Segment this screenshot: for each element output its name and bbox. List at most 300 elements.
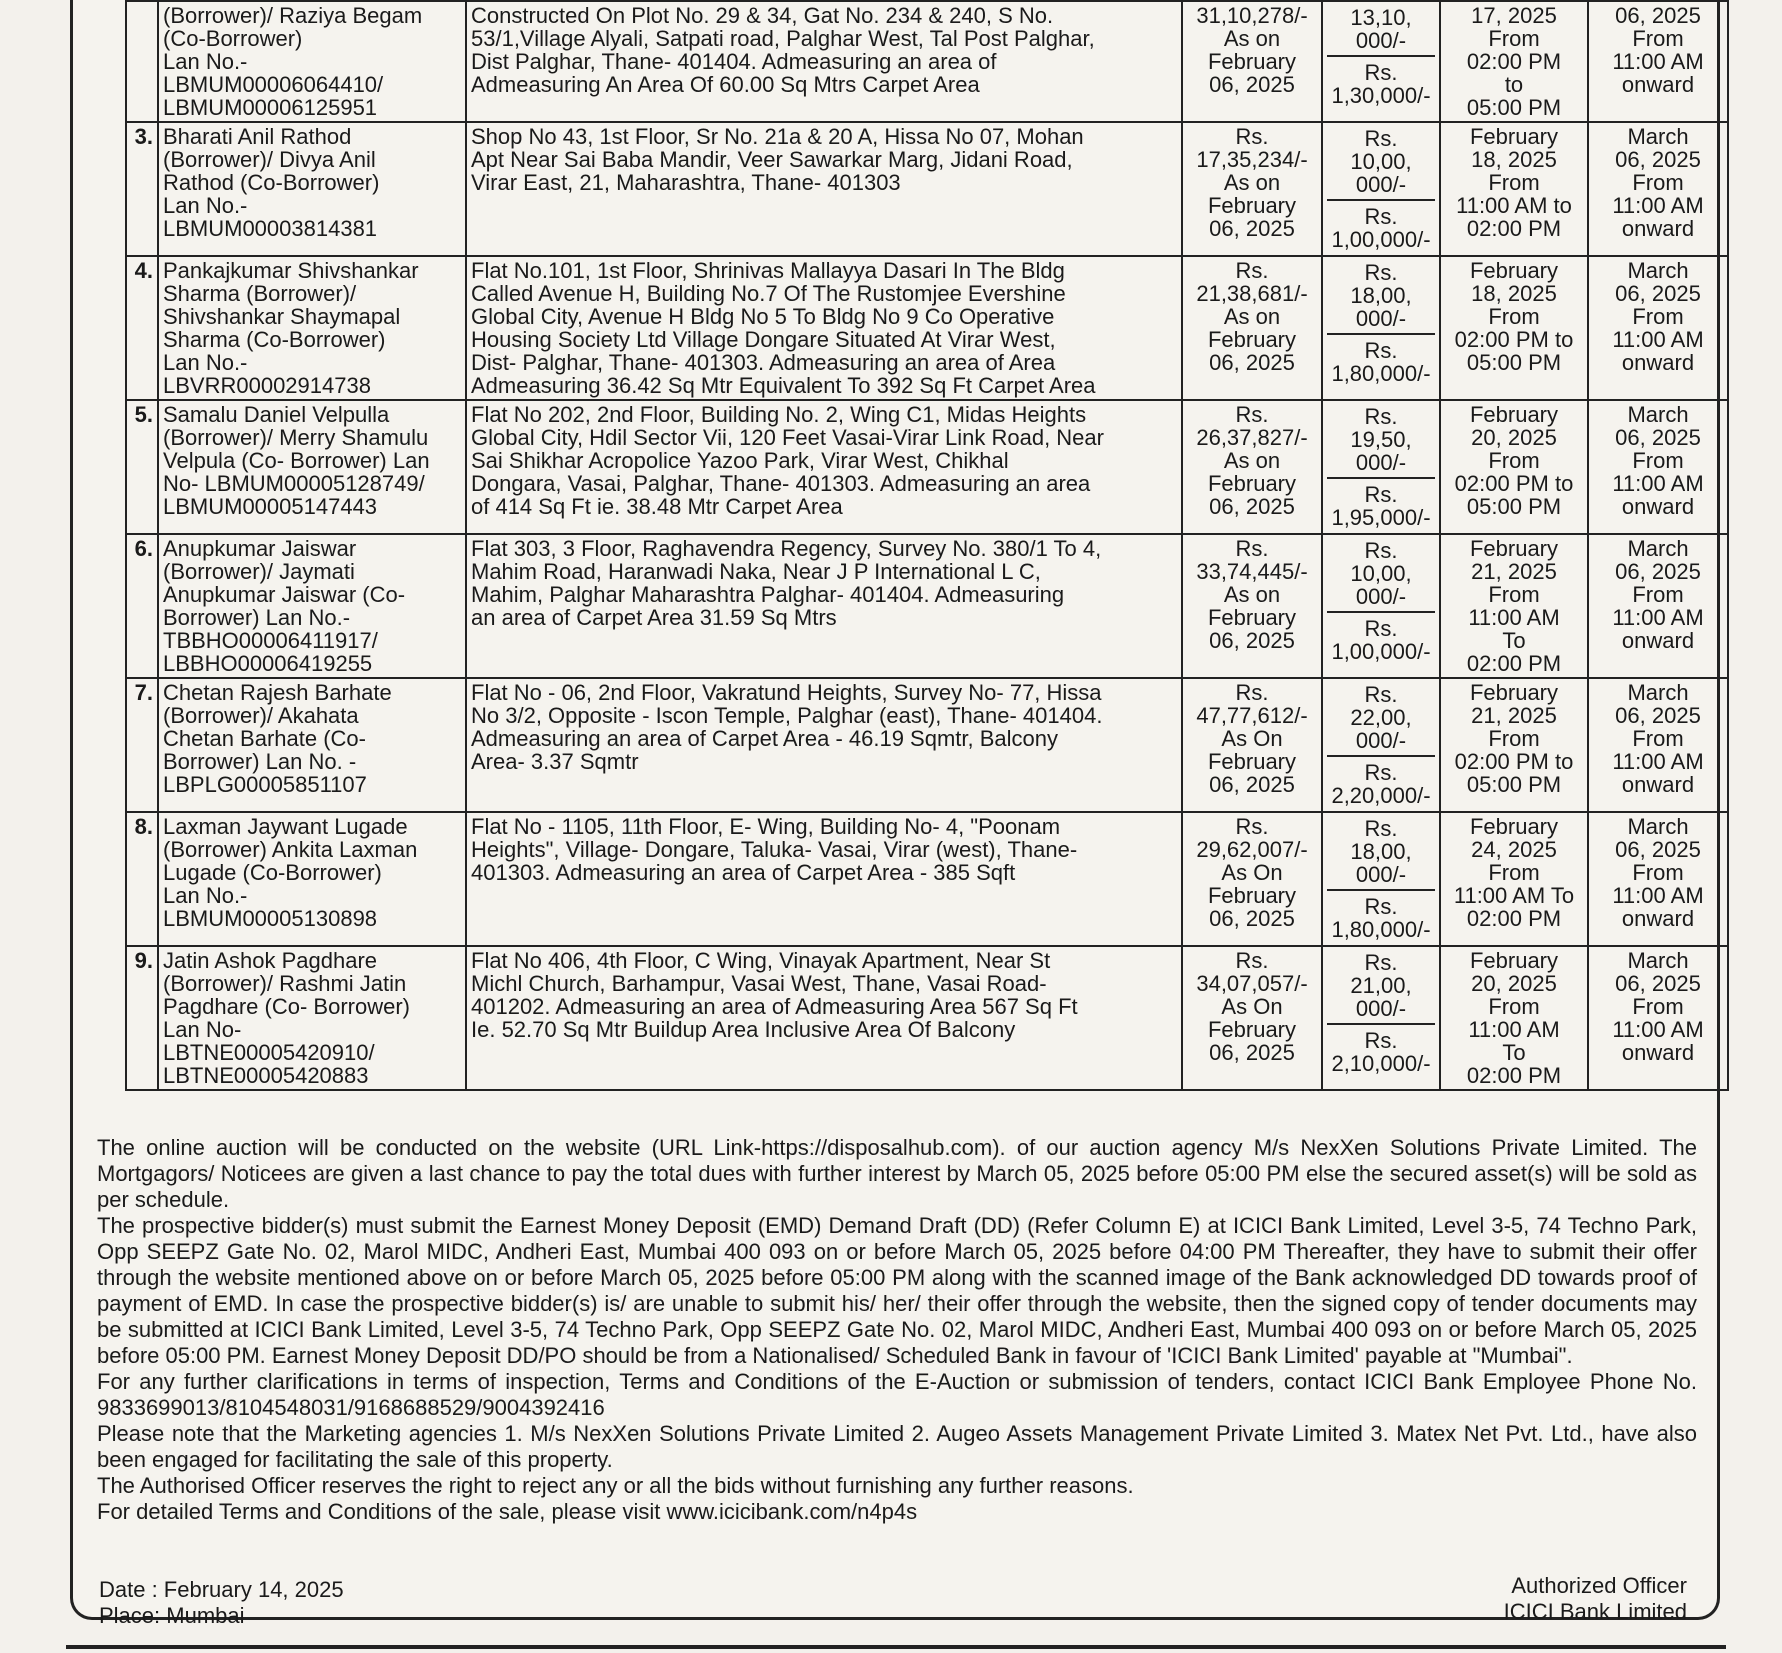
- cell-auction: [1588, 1, 1728, 122]
- cell-line: Lan No.-: [163, 193, 248, 218]
- cell-line: onward: [1621, 216, 1695, 241]
- cell-sr: 7.: [126, 678, 158, 812]
- reserve-price: [1327, 4, 1435, 57]
- cell-line: 06, 2025: [1615, 281, 1701, 306]
- cell-line: Rs.: [1235, 124, 1269, 149]
- cell-line: March: [1627, 402, 1689, 427]
- cell-line: Dongara, Vasai, Palghar, Thane- 401303. Admeasuring an area: [471, 471, 1091, 496]
- cell-line: 02:00 PM: [1466, 49, 1562, 74]
- cell-line: 11:00 AM: [1612, 883, 1704, 908]
- cell-inspection: [1440, 256, 1588, 400]
- cell-line: onward: [1621, 494, 1695, 519]
- cell-line: Bharati Anil Rathod: [163, 124, 352, 149]
- cell-sr: 8.: [126, 812, 158, 946]
- cell-property: [466, 400, 1182, 534]
- cell-line: (Co-Borrower): [163, 26, 303, 51]
- cell-property: [466, 256, 1182, 400]
- cell-reserve-emd: [1322, 946, 1440, 1090]
- cell-line: onward: [1621, 72, 1695, 97]
- cell-line: 24, 2025: [1471, 837, 1557, 862]
- cell-line: As on: [1223, 170, 1281, 195]
- cell-reserve-emd: [1322, 678, 1440, 812]
- emd-amount: [1327, 613, 1435, 665]
- cell-line: 31,10,278/-: [1196, 3, 1308, 28]
- cell-line: an area of Carpet Area 31.59 Sq Mtrs: [471, 605, 837, 630]
- cell-line: 05:00 PM: [1466, 772, 1562, 797]
- reserve-line: 18,00,: [1350, 839, 1412, 864]
- cell-line: 06, 2025: [1209, 628, 1295, 653]
- cell-property: [466, 534, 1182, 678]
- reserve-line: 000/-: [1355, 862, 1407, 887]
- cell-line: Rs.: [1235, 948, 1269, 973]
- footer-right: [1504, 1573, 1687, 1625]
- cell-sr: 9.: [126, 946, 158, 1090]
- cell-line: 21,38,681/-: [1196, 281, 1308, 306]
- cell-line: From: [1632, 582, 1684, 607]
- cell-line: LBBHO00006419255: [163, 651, 373, 676]
- cell-sr: 3.: [126, 122, 158, 256]
- cell-line: 02:00 PM to: [1454, 327, 1574, 352]
- auction-notice-sheet: [70, 0, 1720, 1628]
- cell-line: March: [1627, 680, 1689, 705]
- cell-line: onward: [1621, 628, 1695, 653]
- cell-borrower: [158, 122, 466, 256]
- emd-line: Rs.: [1364, 1028, 1398, 1053]
- cell-reserve-emd: [1322, 812, 1440, 946]
- cell-line: Sharma (Borrower)/: [163, 281, 357, 306]
- reserve-line: Rs.: [1364, 260, 1398, 285]
- cell-line: February: [1469, 948, 1559, 973]
- notice-place: Place: Mumbai: [99, 1603, 245, 1628]
- cell-line: LBMUM00006064410/: [163, 72, 384, 97]
- cell-line: LBVRR00002914738: [163, 373, 371, 398]
- cell-line: Apt Near Sai Baba Mandir, Veer Sawarkar Marg, Jidani Road,: [471, 147, 1073, 172]
- cell-line: 11:00 AM: [1612, 1017, 1704, 1042]
- cell-line: Called Avenue H, Building No.7 Of The Rustomjee Evershine: [471, 281, 1066, 306]
- cell-line: As On: [1221, 994, 1283, 1019]
- cell-inspection: [1440, 122, 1588, 256]
- cell-line: LBPLG00005851107: [163, 772, 367, 797]
- cell-line: Mahim Road, Haranwadi Naka, Near J P International L C,: [471, 559, 1041, 584]
- cell-line: 20, 2025: [1471, 425, 1557, 450]
- cell-line: Shivshankar Shaymapal: [163, 304, 401, 329]
- cell-line: Rs.: [1235, 402, 1269, 427]
- auction-table: [125, 0, 1729, 1091]
- cell-auction: [1588, 946, 1728, 1090]
- cell-line: 11:00 AM: [1612, 49, 1704, 74]
- cell-borrower: [158, 400, 466, 534]
- cell-line: Anupkumar Jaiswar: [163, 536, 357, 561]
- cell-line: Pagdhare (Co- Borrower): [163, 994, 410, 1019]
- cell-property: [466, 122, 1182, 256]
- cell-line: 18, 2025: [1471, 147, 1557, 172]
- reserve-price: [1327, 815, 1435, 891]
- emd-amount: [1327, 57, 1435, 109]
- cell-line: Lugade (Co-Borrower): [163, 860, 382, 885]
- cell-line: March: [1627, 948, 1689, 973]
- cell-line: 06, 2025: [1209, 1040, 1295, 1065]
- cell-line: Anupkumar Jaiswar (Co-: [163, 582, 406, 607]
- note-clarifications: For any further clarifications in terms of inspection, Terms and Conditions of the E-Auction or submission of tenders, contact ICICI Bank Employee Phone No. 9833699013/8104548031/9168688529/9004392416: [97, 1369, 1697, 1420]
- reserve-price: [1327, 681, 1435, 757]
- cell-line: Admeasuring 36.42 Sq Mtr Equivalent To 392 Sq Ft Carpet Area: [471, 373, 1096, 398]
- cell-line: 21, 2025: [1471, 559, 1557, 584]
- cell-borrower: [158, 678, 466, 812]
- cell-line: 11:00 AM: [1468, 1017, 1560, 1042]
- cell-line: (Borrower)/ Merry Shamulu: [163, 425, 429, 450]
- emd-amount: [1327, 757, 1435, 809]
- cell-line: As on: [1223, 448, 1281, 473]
- reserve-line: Rs.: [1364, 538, 1398, 563]
- table-row: [126, 678, 1728, 812]
- cell-borrower: [158, 256, 466, 400]
- cell-line: Flat No - 1105, 11th Floor, E- Wing, Building No- 4, "Poonam: [471, 814, 1061, 839]
- cell-line: As on: [1223, 582, 1281, 607]
- cell-line: 06, 2025: [1209, 906, 1295, 931]
- cell-line: Rathod (Co-Borrower): [163, 170, 380, 195]
- cell-line: 06, 2025: [1615, 837, 1701, 862]
- cell-line: 11:00 AM: [1612, 471, 1704, 496]
- cell-line: Velpula (Co- Borrower) Lan: [163, 448, 430, 473]
- cell-line: Borrower) Lan No. -: [163, 749, 357, 774]
- cell-line: LBMUM00003814381: [163, 216, 378, 241]
- cell-reserve-emd: [1322, 1, 1440, 122]
- cell-line: February: [1207, 49, 1297, 74]
- cell-line: onward: [1621, 350, 1695, 375]
- cell-borrower: [158, 946, 466, 1090]
- reserve-price: [1327, 949, 1435, 1025]
- cell-line: From: [1632, 448, 1684, 473]
- reserve-line: 000/-: [1355, 450, 1407, 475]
- cell-inspection: [1440, 812, 1588, 946]
- cell-line: Admeasuring an area of Carpet Area - 46.19 Sqmtr, Balcony: [471, 726, 1058, 751]
- note-reject-bids: The Authorised Officer reserves the right to reject any or all the bids without furnishing any further reasons.: [97, 1473, 1134, 1498]
- cell-line: 06, 2025: [1209, 350, 1295, 375]
- cell-line: From: [1632, 26, 1684, 51]
- emd-line: 1,00,000/-: [1331, 639, 1431, 664]
- emd-line: 2,10,000/-: [1331, 1051, 1431, 1076]
- reserve-line: Rs.: [1364, 404, 1398, 429]
- emd-line: Rs.: [1364, 482, 1398, 507]
- cell-line: 02:00 PM: [1466, 1063, 1562, 1088]
- reserve-line: 000/-: [1355, 996, 1407, 1021]
- cell-line: From: [1488, 26, 1540, 51]
- cell-line: 401202. Admeasuring an area of Admeasuring Area 567 Sq Ft: [471, 994, 1078, 1019]
- reserve-price: [1327, 125, 1435, 201]
- cell-property: [466, 812, 1182, 946]
- cell-line: 11:00 AM: [1612, 605, 1704, 630]
- cell-line: to: [1504, 72, 1524, 97]
- cell-line: 05:00 PM: [1466, 350, 1562, 375]
- cell-inspection: [1440, 678, 1588, 812]
- cell-line: 11:00 AM: [1612, 749, 1704, 774]
- reserve-line: Rs.: [1364, 682, 1398, 707]
- cell-line: (Borrower)/ Akahata: [163, 703, 359, 728]
- cell-line: From: [1488, 582, 1540, 607]
- cell-auction: [1588, 534, 1728, 678]
- cell-line: 47,77,612/-: [1196, 703, 1308, 728]
- authorized-officer: Authorized Officer: [1511, 1573, 1687, 1598]
- reserve-price: [1327, 403, 1435, 479]
- cell-line: As on: [1223, 304, 1281, 329]
- cell-line: Flat No - 06, 2nd Floor, Vakratund Heights, Survey No- 77, Hissa: [471, 680, 1102, 705]
- cell-line: Flat No.101, 1st Floor, Shrinivas Mallayya Dasari In The Bldg: [471, 258, 1065, 283]
- bank-name: ICICI Bank Limited: [1503, 1599, 1687, 1624]
- cell-line: 11:00 AM: [1612, 193, 1704, 218]
- notice-date: Date : February 14, 2025: [99, 1577, 344, 1602]
- cell-line: (Borrower)/ Jaymati: [163, 559, 355, 584]
- cell-line: From: [1488, 304, 1540, 329]
- cell-outstanding: [1182, 1, 1322, 122]
- cell-line: Jatin Ashok Pagdhare: [163, 948, 378, 973]
- cell-line: February: [1207, 193, 1297, 218]
- cell-line: 06, 2025: [1209, 72, 1295, 97]
- cell-line: From: [1488, 860, 1540, 885]
- cell-reserve-emd: [1322, 122, 1440, 256]
- reserve-line: 13,10,: [1350, 5, 1412, 30]
- cell-line: Admeasuring An Area Of 60.00 Sq Mtrs Carpet Area: [471, 72, 980, 97]
- cell-line: February: [1469, 124, 1559, 149]
- cell-line: To: [1502, 628, 1526, 653]
- cell-line: 06, 2025: [1615, 147, 1701, 172]
- cell-line: From: [1488, 170, 1540, 195]
- cell-outstanding: [1182, 946, 1322, 1090]
- emd-line: Rs.: [1364, 894, 1398, 919]
- cell-line: 17,35,234/-: [1196, 147, 1308, 172]
- cell-line: Lan No-: [163, 1017, 242, 1042]
- cell-line: 11:00 AM To: [1453, 883, 1575, 908]
- cell-sr: 4.: [126, 256, 158, 400]
- auction-notes: [97, 1135, 1697, 1525]
- cell-line: 06, 2025: [1209, 772, 1295, 797]
- cell-line: February: [1469, 680, 1559, 705]
- reserve-line: Rs.: [1364, 950, 1398, 975]
- cell-line: Pankajkumar Shivshankar: [163, 258, 419, 283]
- emd-amount: [1327, 335, 1435, 387]
- cell-line: Samalu Daniel Velpulla: [163, 402, 390, 427]
- cell-line: 33,74,445/-: [1196, 559, 1308, 584]
- cell-outstanding: [1182, 122, 1322, 256]
- auction-table-body: [126, 1, 1728, 1090]
- cell-line: 06, 2025: [1615, 559, 1701, 584]
- cell-line: 06, 2025: [1615, 425, 1701, 450]
- bottom-rule: [66, 1645, 1726, 1649]
- cell-outstanding: [1182, 812, 1322, 946]
- cell-line: 02:00 PM to: [1454, 471, 1574, 496]
- cell-line: 34,07,057/-: [1196, 971, 1308, 996]
- reserve-line: 000/-: [1355, 28, 1407, 53]
- emd-line: 1,80,000/-: [1331, 917, 1431, 942]
- cell-line: Dist- Palghar, Thane- 401303. Admeasuring an area of Area: [471, 350, 1056, 375]
- table-row: [126, 1, 1728, 122]
- cell-line: 02:00 PM: [1466, 651, 1562, 676]
- emd-amount: [1327, 891, 1435, 943]
- cell-line: 02:00 PM: [1466, 906, 1562, 931]
- cell-line: Flat 303, 3 Floor, Raghavendra Regency, Survey No. 380/1 To 4,: [471, 536, 1102, 561]
- cell-line: 05:00 PM: [1466, 95, 1562, 120]
- cell-line: 26,37,827/-: [1196, 425, 1308, 450]
- cell-line: 17, 2025: [1471, 3, 1557, 28]
- cell-line: Rs.: [1235, 258, 1269, 283]
- emd-amount: [1327, 201, 1435, 253]
- emd-line: Rs.: [1364, 760, 1398, 785]
- cell-line: March: [1627, 536, 1689, 561]
- cell-line: 21, 2025: [1471, 703, 1557, 728]
- cell-line: of 414 Sq Ft ie. 38.48 Mtr Carpet Area: [471, 494, 843, 519]
- reserve-line: 18,00,: [1350, 283, 1412, 308]
- cell-line: Global City, Avenue H Bldg No 5 To Bldg No 9 Co Operative: [471, 304, 1055, 329]
- cell-inspection: [1440, 400, 1588, 534]
- emd-line: Rs.: [1364, 60, 1398, 85]
- cell-property: [466, 678, 1182, 812]
- cell-line: LBMUM00005147443: [163, 494, 378, 519]
- reserve-line: 19,50,: [1350, 427, 1412, 452]
- cell-line: Rs.: [1235, 680, 1269, 705]
- cell-line: From: [1632, 726, 1684, 751]
- cell-line: February: [1469, 536, 1559, 561]
- table-row: [126, 812, 1728, 946]
- cell-line: (Borrower) Ankita Laxman: [163, 837, 418, 862]
- cell-line: Heights", Village- Dongare, Taluka- Vasai, Virar (west), Thane-: [471, 837, 1078, 862]
- note-terms-link: For detailed Terms and Conditions of the sale, please visit www.icicibank.com/n4p4s: [97, 1499, 918, 1524]
- emd-line: Rs.: [1364, 204, 1398, 229]
- reserve-line: Rs.: [1364, 126, 1398, 151]
- table-row: [126, 122, 1728, 256]
- reserve-price: [1327, 259, 1435, 335]
- cell-line: 53/1,Village Alyali, Satpati road, Palghar West, Tal Post Palghar,: [471, 26, 1095, 51]
- cell-line: February: [1207, 1017, 1297, 1042]
- cell-line: Shop No 43, 1st Floor, Sr No. 21a & 20 A, Hissa No 07, Mohan: [471, 124, 1084, 149]
- cell-sr: 6.: [126, 534, 158, 678]
- cell-line: 11:00 AM: [1612, 327, 1704, 352]
- table-row: [126, 534, 1728, 678]
- cell-line: March: [1627, 258, 1689, 283]
- reserve-line: 10,00,: [1350, 561, 1412, 586]
- cell-line: February: [1207, 471, 1297, 496]
- note-online-auction: The online auction will be conducted on the website (URL Link-https://disposalhub.com). of our auction agency M/s NexXen Solutions Private Limited. The Mortgagors/ Noticees are given a last chance to pay the total dues with further interest by March 05, 2025 before 05:00 PM else the secured asset(s) will be sold as per schedule.: [97, 1135, 1697, 1212]
- cell-line: Chetan Rajesh Barhate: [163, 680, 392, 705]
- cell-line: onward: [1621, 772, 1695, 797]
- cell-line: From: [1488, 994, 1540, 1019]
- cell-inspection: [1440, 534, 1588, 678]
- note-emd-submission: The prospective bidder(s) must submit the Earnest Money Deposit (EMD) Demand Draft (DD) (Refer Column E) at ICICI Bank Limited, Level 3-5, 74 Techno Park, Opp SEEPZ Gate No. 02, Marol MIDC, Andheri East, Mumbai 400 093 on or before March 05, 2025 before 04:00 PM Thereafter, they have to submit their offer through the website mentioned above on or before March 05, 2025 before 05:00 PM along with the scanned image of the Bank acknowledged DD towards proof of payment of EMD. In case the prospective bidder(s) is/ are unable to submit his/ her/ their offer through the website, then the signed copy of tender documents may be submitted at ICICI Bank Limited, Level 3-5, 74 Techno Park, Opp SEEPZ Gate No. 02, Marol MIDC, Andheri East, Mumbai 400 093 on or before March 05, 2025 before 05:00 PM. Earnest Money Deposit DD/PO should be from a Nationalised/ Scheduled Bank in favour of 'ICICI Bank Limited' payable at "Mumbai".: [97, 1213, 1697, 1368]
- cell-line: 06, 2025: [1615, 971, 1701, 996]
- cell-line: Global City, Hdil Sector Vii, 120 Feet Vasai-Virar Link Road, Near: [471, 425, 1104, 450]
- cell-line: February: [1207, 605, 1297, 630]
- emd-line: 2,20,000/-: [1331, 783, 1431, 808]
- cell-line: Lan No.-: [163, 883, 248, 908]
- reserve-line: 000/-: [1355, 172, 1407, 197]
- cell-line: Ie. 52.70 Sq Mtr Buildup Area Inclusive Area Of Balcony: [471, 1017, 1016, 1042]
- cell-line: No- LBMUM00005128749/: [163, 471, 425, 496]
- cell-line: Mahim, Palghar Maharashtra Palghar- 401404. Admeasuring: [471, 582, 1065, 607]
- cell-line: February: [1207, 327, 1297, 352]
- cell-line: LBTNE00005420910/: [163, 1040, 375, 1065]
- cell-line: Sharma (Co-Borrower): [163, 327, 386, 352]
- table-row: [126, 256, 1728, 400]
- cell-outstanding: [1182, 400, 1322, 534]
- cell-line: Rs.: [1235, 814, 1269, 839]
- cell-line: 29,62,007/-: [1196, 837, 1308, 862]
- cell-outstanding: [1182, 256, 1322, 400]
- cell-reserve-emd: [1322, 534, 1440, 678]
- footer-left: [99, 1577, 344, 1629]
- cell-property: [466, 946, 1182, 1090]
- cell-line: As On: [1221, 726, 1283, 751]
- emd-line: Rs.: [1364, 338, 1398, 363]
- cell-line: Laxman Jaywant Lugade: [163, 814, 408, 839]
- cell-reserve-emd: [1322, 400, 1440, 534]
- cell-line: 11:00 AM to: [1456, 193, 1572, 218]
- cell-line: onward: [1621, 1040, 1695, 1065]
- cell-line: March: [1627, 124, 1689, 149]
- cell-line: Flat No 406, 4th Floor, C Wing, Vinayak Apartment, Near St: [471, 948, 1051, 973]
- emd-amount: [1327, 1025, 1435, 1077]
- cell-line: As On: [1221, 860, 1283, 885]
- cell-line: Sai Shikhar Acropolice Yazoo Park, Virar West, Chikhal: [471, 448, 1009, 473]
- cell-line: Dist Palghar, Thane- 401404. Admeasuring an area of: [471, 49, 997, 74]
- cell-line: Borrower) Lan No.-: [163, 605, 351, 630]
- cell-sr: 5.: [126, 400, 158, 534]
- cell-line: Constructed On Plot No. 29 & 34, Gat No. 234 & 240, S No.: [471, 3, 1054, 28]
- emd-line: Rs.: [1364, 616, 1398, 641]
- cell-line: From: [1488, 726, 1540, 751]
- cell-borrower: [158, 534, 466, 678]
- cell-line: LBMUM00005130898: [163, 906, 378, 931]
- cell-inspection: [1440, 1, 1588, 122]
- reserve-line: 000/-: [1355, 306, 1407, 331]
- cell-line: From: [1632, 994, 1684, 1019]
- cell-line: No 3/2, Opposite - Iscon Temple, Palghar (east), Thane- 401404.: [471, 703, 1103, 728]
- cell-line: 05:00 PM: [1466, 494, 1562, 519]
- cell-line: February: [1469, 402, 1559, 427]
- cell-line: 401303. Admeasuring an area of Carpet Area - 385 Sqft: [471, 860, 1016, 885]
- cell-line: Chetan Barhate (Co-: [163, 726, 366, 751]
- cell-line: February: [1469, 258, 1559, 283]
- cell-line: Housing Society Ltd Village Dongare Situated At Virar West,: [471, 327, 1056, 352]
- cell-line: 11:00 AM: [1468, 605, 1560, 630]
- cell-line: March: [1627, 814, 1689, 839]
- cell-sr: [126, 1, 158, 122]
- cell-line: From: [1488, 448, 1540, 473]
- cell-inspection: [1440, 946, 1588, 1090]
- cell-line: LBMUM00006125951: [163, 95, 378, 120]
- cell-line: As on: [1223, 26, 1281, 51]
- cell-line: 06, 2025: [1615, 703, 1701, 728]
- cell-line: To: [1502, 1040, 1526, 1065]
- cell-line: 06, 2025: [1209, 216, 1295, 241]
- reserve-line: Rs.: [1364, 816, 1398, 841]
- cell-line: Flat No 202, 2nd Floor, Building No. 2, Wing C1, Midas Heights: [471, 402, 1087, 427]
- reserve-price: [1327, 537, 1435, 613]
- table-row: [126, 400, 1728, 534]
- cell-auction: [1588, 678, 1728, 812]
- cell-reserve-emd: [1322, 256, 1440, 400]
- cell-line: Area- 3.37 Sqmtr: [471, 749, 639, 774]
- cell-auction: [1588, 400, 1728, 534]
- cell-property: [466, 1, 1182, 122]
- cell-line: Rs.: [1235, 536, 1269, 561]
- cell-line: February: [1207, 883, 1297, 908]
- table-row: [126, 946, 1728, 1090]
- cell-auction: [1588, 812, 1728, 946]
- reserve-line: 000/-: [1355, 584, 1407, 609]
- cell-line: 06, 2025: [1209, 494, 1295, 519]
- reserve-line: 10,00,: [1350, 149, 1412, 174]
- cell-line: February: [1207, 749, 1297, 774]
- cell-line: From: [1632, 860, 1684, 885]
- emd-line: 1,80,000/-: [1331, 361, 1431, 386]
